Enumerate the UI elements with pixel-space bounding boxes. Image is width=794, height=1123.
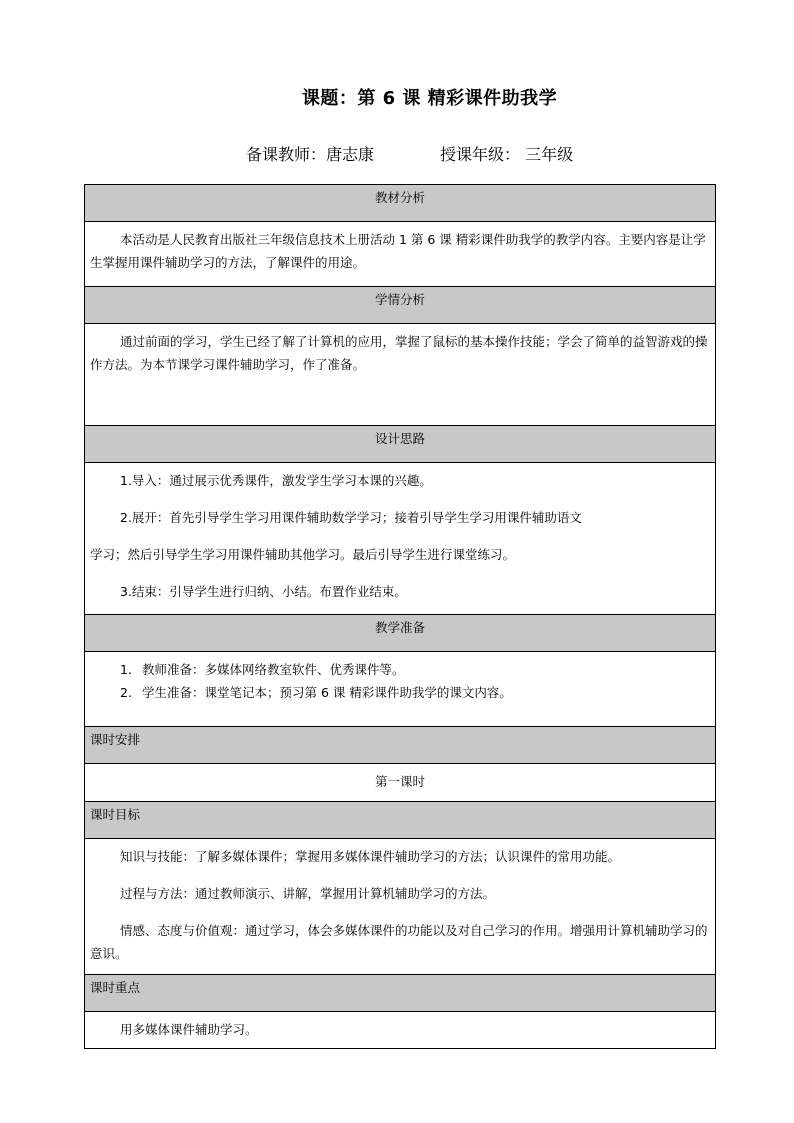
section-header-design: 设计思路 xyxy=(85,426,716,463)
design-item-2b: 学习；然后引导学生学习用课件辅助其他学习。最后引导学生进行课堂练习。 xyxy=(90,547,516,562)
prep-item-2-number: 2. xyxy=(120,685,132,700)
prep-item-2-text: 学生准备：课堂笔记本；预习第 6 课 精彩课件助我学的课文内容。 xyxy=(142,685,512,700)
prep-item-1-number: 1. xyxy=(120,662,132,677)
section-header-schedule: 课时安排 xyxy=(85,727,716,764)
focus-text: 用多媒体课件辅助学习。 xyxy=(120,1022,258,1037)
section-body-analysis xyxy=(85,222,716,287)
section-header-focus: 课时重点 xyxy=(85,975,716,1012)
goal-item-3: 情感、态度与价值观：通过学习，体会多媒体课件的功能以及对自己学习的作用。增强用计算机辅助学习的意识。 xyxy=(90,923,708,961)
section-header-goals: 课时目标 xyxy=(85,802,716,839)
section-body-goals xyxy=(85,839,716,975)
page-title-text: 课题：第 6 课 精彩课件助我学 xyxy=(301,88,558,109)
prep-item-1-text: 教师准备：多媒体网络教室软件、优秀课件等。 xyxy=(142,662,405,677)
prep-item-2 xyxy=(90,681,710,704)
section-body-schedule xyxy=(85,764,716,802)
page-title xyxy=(0,84,794,110)
schedule-text: 第一课时 xyxy=(374,774,425,789)
section-header-preparation: 教学准备 xyxy=(85,615,716,652)
design-item-1: 1.导入：通过展示优秀课件，激发学生学习本课的兴趣。 xyxy=(120,473,432,488)
grade-label: 授课年级： 三年级 xyxy=(440,145,574,164)
section-header-learners: 学情分析 xyxy=(85,287,716,324)
section-body-design xyxy=(85,463,716,615)
section-body-focus xyxy=(85,1012,716,1049)
design-item-2a: 2.展开：首先引导学生学习用课件辅助数学学习；接着引导学生学习用课件辅助语文 xyxy=(120,510,582,525)
goal-item-2: 过程与方法：通过教师演示、讲解，掌握用计算机辅助学习的方法。 xyxy=(120,886,496,901)
analysis-text: 本活动是人民教育出版社三年级信息技术上册活动 1 第 6 课 精彩课件助我学的教学内容。主要内容是让学生掌握用课件辅助学习的方法，了解课件的用途。 xyxy=(90,232,706,270)
goal-item-1: 知识与技能：了解多媒体课件；掌握用多媒体课件辅助学习的方法；认识课件的常用功能。 xyxy=(120,849,621,864)
section-header-analysis: 教材分析 xyxy=(85,185,716,222)
design-item-3: 3.结束：引导学生进行归纳、小结。布置作业结束。 xyxy=(120,584,407,599)
section-body-preparation xyxy=(85,652,716,727)
section-body-learners xyxy=(85,324,716,426)
learners-text: 通过前面的学习，学生已经了解了计算机的应用，掌握了鼠标的基本操作技能；学会了简单的益智游戏的操作方法。为本节课学习课件辅助学习，作了准备。 xyxy=(90,334,708,372)
prep-item-1 xyxy=(90,658,710,681)
lesson-plan-table xyxy=(84,184,716,1049)
teacher-label: 备课教师：唐志康 xyxy=(246,145,375,164)
